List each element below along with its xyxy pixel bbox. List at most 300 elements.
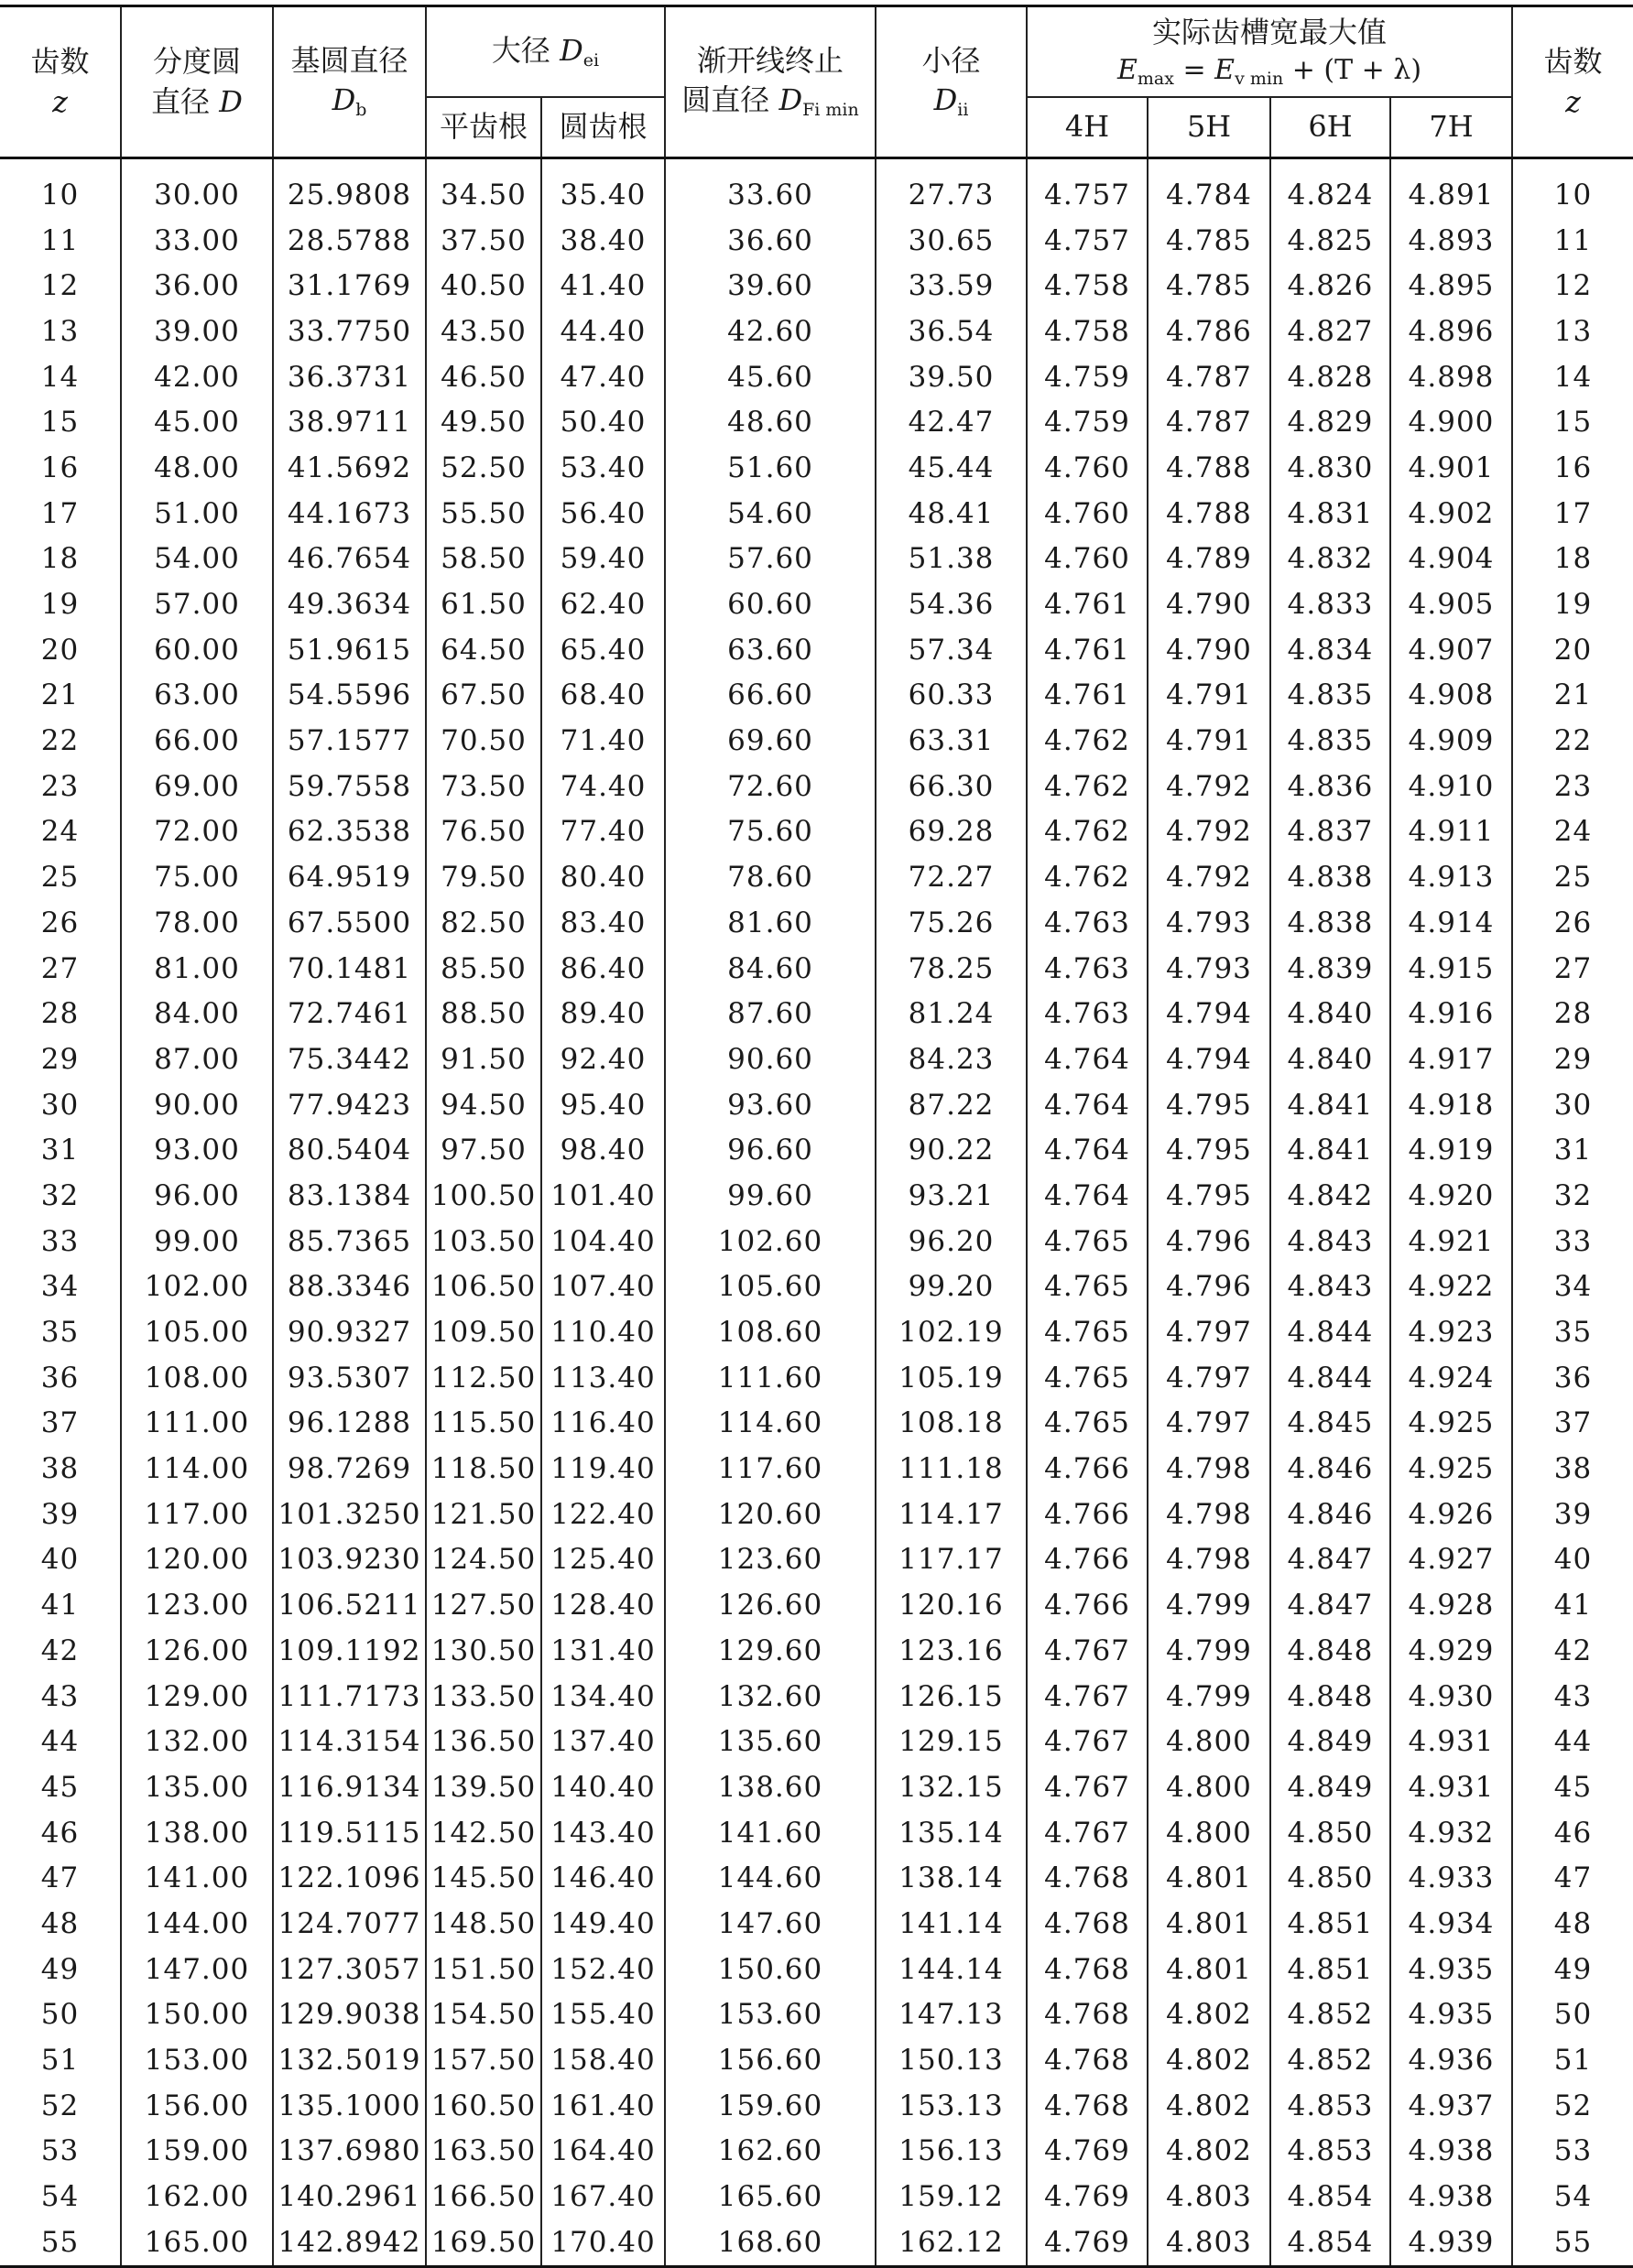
cell-pitch-diameter: 132.00 xyxy=(121,1719,273,1764)
cell-emax-7h: 4.930 xyxy=(1390,1674,1512,1720)
cell-minor-diameter: 60.33 xyxy=(876,673,1027,719)
cell-major-round: 95.40 xyxy=(541,1082,665,1128)
cell-pitch-diameter: 141.00 xyxy=(121,1855,273,1901)
cell-teeth: 39 xyxy=(40,1497,80,1531)
cell-pitch-diameter: 153.00 xyxy=(121,2037,273,2083)
table-row xyxy=(0,1264,1633,1310)
cell-teeth-right: 14 xyxy=(1512,354,1633,400)
cell-teeth: 27 xyxy=(40,951,80,985)
cell-base-diameter: 57.1577 xyxy=(273,718,426,764)
cell-teeth-right: 29 xyxy=(1512,1036,1633,1082)
cell-pitch-diameter: 105.00 xyxy=(121,1309,273,1355)
cell-major-round: 131.40 xyxy=(541,1628,665,1674)
cell-emax-5h: 4.797 xyxy=(1148,1401,1270,1447)
cell-involute-diameter: 144.60 xyxy=(665,1855,876,1901)
cell-emax-4h: 4.767 xyxy=(1027,1628,1148,1674)
cell-emax-7h: 4.914 xyxy=(1390,900,1512,946)
cell-major-round: 101.40 xyxy=(541,1173,665,1219)
cell-teeth-right: 38 xyxy=(1512,1446,1633,1492)
cell-major-flat: 136.50 xyxy=(426,1719,541,1764)
cell-involute-diameter: 129.60 xyxy=(665,1628,876,1674)
cell-emax-6h: 4.851 xyxy=(1270,1947,1390,1992)
cell-major-flat: 160.50 xyxy=(426,2083,541,2129)
cell-minor-diameter: 45.44 xyxy=(876,445,1027,491)
header-teeth-right: 齿数 z xyxy=(1512,6,1633,158)
cell-emax-6h: 4.830 xyxy=(1270,445,1390,491)
cell-emax-6h: 4.834 xyxy=(1270,627,1390,673)
cell-involute-diameter: 51.60 xyxy=(665,445,876,491)
cell-pitch-diameter: 99.00 xyxy=(121,1219,273,1264)
cell-emax-6h: 4.847 xyxy=(1270,1537,1390,1583)
cell-emax-7h: 4.926 xyxy=(1390,1492,1512,1537)
cell-minor-diameter: 153.13 xyxy=(876,2083,1027,2129)
cell-teeth-right: 13 xyxy=(1512,309,1633,354)
table-row xyxy=(0,809,1633,855)
cell-emax-5h: 4.798 xyxy=(1148,1492,1270,1537)
cell-major-flat: 112.50 xyxy=(426,1355,541,1401)
cell-emax-7h: 4.929 xyxy=(1390,1628,1512,1674)
cell-teeth: 29 xyxy=(40,1042,80,1076)
cell-major-round: 170.40 xyxy=(541,2219,665,2266)
cell-major-flat: 70.50 xyxy=(426,718,541,764)
cell-involute-diameter: 93.60 xyxy=(665,1082,876,1128)
cell-teeth-right: 12 xyxy=(1512,263,1633,309)
cell-minor-diameter: 111.18 xyxy=(876,1446,1027,1492)
header-major-diameter: 大径 $D_{ei}$ xyxy=(426,6,665,98)
cell-emax-5h: 4.797 xyxy=(1148,1355,1270,1401)
cell-minor-diameter: 72.27 xyxy=(876,854,1027,900)
cell-emax-4h: 4.758 xyxy=(1027,309,1148,354)
cell-major-round: 107.40 xyxy=(541,1264,665,1310)
cell-emax-7h: 4.931 xyxy=(1390,1764,1512,1810)
cell-major-round: 35.40 xyxy=(541,158,665,218)
cell-pitch-diameter: 72.00 xyxy=(121,809,273,855)
cell-pitch-diameter: 126.00 xyxy=(121,1628,273,1674)
cell-base-diameter: 98.7269 xyxy=(273,1446,426,1492)
cell-minor-diameter: 66.30 xyxy=(876,764,1027,809)
cell-emax-7h: 4.928 xyxy=(1390,1582,1512,1628)
cell-major-flat: 76.50 xyxy=(426,809,541,855)
cell-involute-diameter: 150.60 xyxy=(665,1947,876,1992)
cell-minor-diameter: 102.19 xyxy=(876,1309,1027,1355)
cell-involute-diameter: 153.60 xyxy=(665,1992,876,2038)
cell-emax-5h: 4.802 xyxy=(1148,1992,1270,2038)
cell-teeth-right: 48 xyxy=(1512,1901,1633,1947)
header-grade-4h: 4H xyxy=(1027,97,1148,158)
cell-pitch-diameter: 30.00 xyxy=(121,158,273,218)
cell-minor-diameter: 63.31 xyxy=(876,718,1027,764)
cell-teeth-right: 15 xyxy=(1512,399,1633,445)
cell-emax-5h: 4.803 xyxy=(1148,2219,1270,2266)
cell-pitch-diameter: 60.00 xyxy=(121,627,273,673)
cell-emax-5h: 4.795 xyxy=(1148,1082,1270,1128)
cell-minor-diameter: 105.19 xyxy=(876,1355,1027,1401)
cell-involute-diameter: 159.60 xyxy=(665,2083,876,2129)
cell-base-diameter: 77.9423 xyxy=(273,1082,426,1128)
cell-involute-diameter: 111.60 xyxy=(665,1355,876,1401)
header-pitch-diameter: 分度圆 直径 D xyxy=(121,6,273,158)
cell-minor-diameter: 36.54 xyxy=(876,309,1027,354)
cell-emax-5h: 4.802 xyxy=(1148,2083,1270,2129)
cell-major-round: 158.40 xyxy=(541,2037,665,2083)
cell-emax-5h: 4.799 xyxy=(1148,1674,1270,1720)
cell-emax-6h: 4.853 xyxy=(1270,2083,1390,2129)
cell-base-diameter: 122.1096 xyxy=(273,1855,426,1901)
cell-emax-4h: 4.764 xyxy=(1027,1036,1148,1082)
cell-base-diameter: 140.2961 xyxy=(273,2174,426,2219)
cell-major-round: 98.40 xyxy=(541,1127,665,1173)
cell-pitch-diameter: 63.00 xyxy=(121,673,273,719)
cell-teeth-right: 46 xyxy=(1512,1810,1633,1856)
cell-major-flat: 118.50 xyxy=(426,1446,541,1492)
cell-involute-diameter: 105.60 xyxy=(665,1264,876,1310)
table-row xyxy=(0,1309,1633,1355)
cell-emax-4h: 4.757 xyxy=(1027,218,1148,264)
cell-teeth: 40 xyxy=(40,1543,80,1577)
cell-emax-6h: 4.825 xyxy=(1270,218,1390,264)
cell-major-round: 167.40 xyxy=(541,2174,665,2219)
cell-pitch-diameter: 135.00 xyxy=(121,1764,273,1810)
cell-teeth-right: 18 xyxy=(1512,537,1633,582)
cell-emax-6h: 4.837 xyxy=(1270,809,1390,855)
table-row xyxy=(0,2083,1633,2129)
table-row xyxy=(0,1992,1633,2038)
cell-major-round: 110.40 xyxy=(541,1309,665,1355)
cell-emax-6h: 4.838 xyxy=(1270,900,1390,946)
cell-emax-5h: 4.787 xyxy=(1148,399,1270,445)
cell-emax-7h: 4.933 xyxy=(1390,1855,1512,1901)
table-row xyxy=(0,1219,1633,1264)
cell-teeth-right: 41 xyxy=(1512,1582,1633,1628)
cell-teeth: 41 xyxy=(40,1589,80,1622)
cell-base-diameter: 25.9808 xyxy=(273,158,426,218)
cell-emax-7h: 4.935 xyxy=(1390,1992,1512,2038)
table-row xyxy=(0,309,1633,354)
cell-teeth: 15 xyxy=(40,406,80,439)
cell-teeth: 21 xyxy=(40,678,80,712)
cell-teeth-right: 47 xyxy=(1512,1855,1633,1901)
cell-emax-5h: 4.785 xyxy=(1148,218,1270,264)
table-row xyxy=(0,991,1633,1036)
cell-base-diameter: 38.9711 xyxy=(273,399,426,445)
cell-emax-4h: 4.764 xyxy=(1027,1173,1148,1219)
cell-major-flat: 109.50 xyxy=(426,1309,541,1355)
cell-major-flat: 67.50 xyxy=(426,673,541,719)
cell-pitch-diameter: 54.00 xyxy=(121,537,273,582)
cell-emax-5h: 4.799 xyxy=(1148,1582,1270,1628)
cell-emax-5h: 4.788 xyxy=(1148,445,1270,491)
cell-emax-7h: 4.907 xyxy=(1390,627,1512,673)
cell-teeth-right: 51 xyxy=(1512,2037,1633,2083)
table-row xyxy=(0,1719,1633,1764)
cell-emax-5h: 4.792 xyxy=(1148,809,1270,855)
cell-pitch-diameter: 129.00 xyxy=(121,1674,273,1720)
cell-minor-diameter: 84.23 xyxy=(876,1036,1027,1082)
cell-emax-4h: 4.762 xyxy=(1027,718,1148,764)
cell-minor-diameter: 27.73 xyxy=(876,158,1027,218)
cell-emax-4h: 4.763 xyxy=(1027,900,1148,946)
cell-emax-6h: 4.850 xyxy=(1270,1810,1390,1856)
cell-emax-5h: 4.793 xyxy=(1148,946,1270,992)
table-row xyxy=(0,1537,1633,1583)
cell-teeth: 13 xyxy=(40,314,80,348)
cell-major-flat: 94.50 xyxy=(426,1082,541,1128)
cell-emax-7h: 4.916 xyxy=(1390,991,1512,1036)
cell-major-round: 140.40 xyxy=(541,1764,665,1810)
cell-base-diameter: 31.1769 xyxy=(273,263,426,309)
cell-emax-7h: 4.925 xyxy=(1390,1401,1512,1447)
table-row xyxy=(0,2174,1633,2219)
cell-emax-6h: 4.824 xyxy=(1270,158,1390,218)
cell-base-diameter: 51.9615 xyxy=(273,627,426,673)
cell-pitch-diameter: 138.00 xyxy=(121,1810,273,1856)
cell-emax-7h: 4.901 xyxy=(1390,445,1512,491)
cell-teeth-right: 11 xyxy=(1512,218,1633,264)
cell-emax-6h: 4.843 xyxy=(1270,1264,1390,1310)
cell-emax-5h: 4.790 xyxy=(1148,627,1270,673)
cell-base-diameter: 41.5692 xyxy=(273,445,426,491)
cell-pitch-diameter: 90.00 xyxy=(121,1082,273,1128)
cell-involute-diameter: 117.60 xyxy=(665,1446,876,1492)
cell-involute-diameter: 39.60 xyxy=(665,263,876,309)
cell-emax-4h: 4.768 xyxy=(1027,2037,1148,2083)
cell-emax-7h: 4.921 xyxy=(1390,1219,1512,1264)
cell-minor-diameter: 156.13 xyxy=(876,2129,1027,2175)
cell-emax-7h: 4.918 xyxy=(1390,1082,1512,1128)
cell-teeth: 32 xyxy=(40,1178,80,1212)
cell-major-round: 86.40 xyxy=(541,946,665,992)
cell-involute-diameter: 96.60 xyxy=(665,1127,876,1173)
cell-teeth-right: 44 xyxy=(1512,1719,1633,1764)
cell-emax-7h: 4.935 xyxy=(1390,1947,1512,1992)
table-row xyxy=(0,218,1633,264)
cell-teeth-right: 17 xyxy=(1512,491,1633,537)
cell-minor-diameter: 96.20 xyxy=(876,1219,1027,1264)
table-row xyxy=(0,1901,1633,1947)
cell-emax-5h: 4.800 xyxy=(1148,1810,1270,1856)
cell-teeth-right: 35 xyxy=(1512,1309,1633,1355)
cell-teeth: 54 xyxy=(40,2180,80,2214)
cell-base-diameter: 33.7750 xyxy=(273,309,426,354)
cell-major-round: 56.40 xyxy=(541,491,665,537)
cell-involute-diameter: 114.60 xyxy=(665,1401,876,1447)
cell-major-round: 104.40 xyxy=(541,1219,665,1264)
cell-minor-diameter: 90.22 xyxy=(876,1127,1027,1173)
cell-emax-5h: 4.792 xyxy=(1148,764,1270,809)
cell-emax-6h: 4.849 xyxy=(1270,1719,1390,1764)
cell-emax-4h: 4.759 xyxy=(1027,399,1148,445)
cell-emax-4h: 4.768 xyxy=(1027,1855,1148,1901)
cell-teeth: 52 xyxy=(40,2089,80,2122)
cell-emax-4h: 4.768 xyxy=(1027,1901,1148,1947)
cell-teeth: 14 xyxy=(40,360,80,394)
cell-teeth-right: 26 xyxy=(1512,900,1633,946)
cell-major-flat: 85.50 xyxy=(426,946,541,992)
cell-teeth-right: 40 xyxy=(1512,1537,1633,1583)
cell-emax-5h: 4.785 xyxy=(1148,263,1270,309)
cell-major-round: 122.40 xyxy=(541,1492,665,1537)
table-row xyxy=(0,1764,1633,1810)
cell-minor-diameter: 87.22 xyxy=(876,1082,1027,1128)
header-involute-diameter: 渐开线终止 圆直径 $D_{Fi min}$ xyxy=(665,6,876,158)
cell-pitch-diameter: 102.00 xyxy=(121,1264,273,1310)
cell-minor-diameter: 51.38 xyxy=(876,537,1027,582)
cell-teeth-right: 21 xyxy=(1512,673,1633,719)
cell-pitch-diameter: 123.00 xyxy=(121,1582,273,1628)
cell-minor-diameter: 159.12 xyxy=(876,2174,1027,2219)
cell-emax-6h: 4.828 xyxy=(1270,354,1390,400)
cell-teeth: 50 xyxy=(40,1998,80,2032)
cell-involute-diameter: 72.60 xyxy=(665,764,876,809)
cell-major-flat: 145.50 xyxy=(426,1855,541,1901)
cell-pitch-diameter: 117.00 xyxy=(121,1492,273,1537)
cell-teeth: 16 xyxy=(40,450,80,484)
cell-teeth-right: 19 xyxy=(1512,581,1633,627)
header-flat-root: 平齿根 xyxy=(426,97,541,158)
cell-involute-diameter: 57.60 xyxy=(665,537,876,582)
cell-major-flat: 40.50 xyxy=(426,263,541,309)
cell-involute-diameter: 63.60 xyxy=(665,627,876,673)
cell-minor-diameter: 99.20 xyxy=(876,1264,1027,1310)
cell-teeth-right: 25 xyxy=(1512,854,1633,900)
cell-emax-6h: 4.827 xyxy=(1270,309,1390,354)
cell-major-flat: 130.50 xyxy=(426,1628,541,1674)
cell-emax-4h: 4.769 xyxy=(1027,2129,1148,2175)
cell-major-round: 146.40 xyxy=(541,1855,665,1901)
cell-emax-7h: 4.915 xyxy=(1390,946,1512,992)
cell-major-round: 50.40 xyxy=(541,399,665,445)
cell-minor-diameter: 162.12 xyxy=(876,2219,1027,2266)
cell-major-flat: 157.50 xyxy=(426,2037,541,2083)
cell-pitch-diameter: 111.00 xyxy=(121,1401,273,1447)
table-row xyxy=(0,718,1633,764)
cell-teeth-right: 10 xyxy=(1512,158,1633,218)
cell-emax-7h: 4.920 xyxy=(1390,1173,1512,1219)
cell-emax-5h: 4.793 xyxy=(1148,900,1270,946)
cell-emax-7h: 4.937 xyxy=(1390,2083,1512,2129)
cell-minor-diameter: 42.47 xyxy=(876,399,1027,445)
table-row xyxy=(0,1947,1633,1992)
cell-emax-6h: 4.845 xyxy=(1270,1401,1390,1447)
cell-emax-7h: 4.900 xyxy=(1390,399,1512,445)
cell-base-diameter: 119.5115 xyxy=(273,1810,426,1856)
cell-major-flat: 166.50 xyxy=(426,2174,541,2219)
cell-major-flat: 106.50 xyxy=(426,1264,541,1310)
cell-emax-7h: 4.910 xyxy=(1390,764,1512,809)
cell-emax-5h: 4.797 xyxy=(1148,1309,1270,1355)
cell-major-round: 47.40 xyxy=(541,354,665,400)
cell-emax-5h: 4.791 xyxy=(1148,673,1270,719)
cell-emax-4h: 4.759 xyxy=(1027,354,1148,400)
cell-base-diameter: 132.5019 xyxy=(273,2037,426,2083)
cell-base-diameter: 88.3346 xyxy=(273,1264,426,1310)
cell-pitch-diameter: 147.00 xyxy=(121,1947,273,1992)
cell-emax-6h: 4.853 xyxy=(1270,2129,1390,2175)
table-row xyxy=(0,946,1633,992)
cell-base-diameter: 96.1288 xyxy=(273,1401,426,1447)
cell-base-diameter: 54.5596 xyxy=(273,673,426,719)
header-grade-7h: 7H xyxy=(1390,97,1512,158)
cell-base-diameter: 111.7173 xyxy=(273,1674,426,1720)
cell-emax-5h: 4.788 xyxy=(1148,491,1270,537)
cell-emax-7h: 4.924 xyxy=(1390,1355,1512,1401)
cell-teeth-right: 45 xyxy=(1512,1764,1633,1810)
cell-teeth: 10 xyxy=(40,178,80,212)
cell-major-flat: 148.50 xyxy=(426,1901,541,1947)
cell-teeth-right: 50 xyxy=(1512,1992,1633,2038)
cell-teeth: 38 xyxy=(40,1452,80,1486)
cell-pitch-diameter: 156.00 xyxy=(121,2083,273,2129)
cell-emax-4h: 4.765 xyxy=(1027,1355,1148,1401)
cell-major-flat: 49.50 xyxy=(426,399,541,445)
cell-involute-diameter: 135.60 xyxy=(665,1719,876,1764)
cell-major-round: 71.40 xyxy=(541,718,665,764)
cell-emax-7h: 4.891 xyxy=(1390,158,1512,218)
cell-emax-4h: 4.761 xyxy=(1027,627,1148,673)
cell-pitch-diameter: 66.00 xyxy=(121,718,273,764)
cell-emax-4h: 4.762 xyxy=(1027,764,1148,809)
cell-emax-7h: 4.923 xyxy=(1390,1309,1512,1355)
cell-emax-6h: 4.848 xyxy=(1270,1674,1390,1720)
cell-teeth-right: 28 xyxy=(1512,991,1633,1036)
cell-emax-7h: 4.917 xyxy=(1390,1036,1512,1082)
cell-teeth-right: 39 xyxy=(1512,1492,1633,1537)
cell-involute-diameter: 120.60 xyxy=(665,1492,876,1537)
cell-emax-7h: 4.896 xyxy=(1390,309,1512,354)
cell-emax-4h: 4.766 xyxy=(1027,1446,1148,1492)
cell-emax-7h: 4.893 xyxy=(1390,218,1512,264)
table-row xyxy=(0,2219,1633,2266)
cell-major-round: 161.40 xyxy=(541,2083,665,2129)
cell-teeth: 42 xyxy=(40,1633,80,1667)
cell-pitch-diameter: 114.00 xyxy=(121,1446,273,1492)
cell-major-flat: 37.50 xyxy=(426,218,541,264)
cell-base-diameter: 59.7558 xyxy=(273,764,426,809)
table-row xyxy=(0,900,1633,946)
cell-involute-diameter: 90.60 xyxy=(665,1036,876,1082)
cell-emax-6h: 4.838 xyxy=(1270,854,1390,900)
cell-major-round: 164.40 xyxy=(541,2129,665,2175)
cell-teeth: 24 xyxy=(40,815,80,849)
cell-emax-6h: 4.841 xyxy=(1270,1082,1390,1128)
cell-minor-diameter: 117.17 xyxy=(876,1537,1027,1583)
cell-base-diameter: 106.5211 xyxy=(273,1582,426,1628)
cell-emax-6h: 4.848 xyxy=(1270,1628,1390,1674)
cell-teeth-right: 54 xyxy=(1512,2174,1633,2219)
cell-emax-7h: 4.939 xyxy=(1390,2219,1512,2266)
cell-emax-5h: 4.790 xyxy=(1148,581,1270,627)
cell-emax-6h: 4.833 xyxy=(1270,581,1390,627)
cell-involute-diameter: 162.60 xyxy=(665,2129,876,2175)
cell-teeth-right: 22 xyxy=(1512,718,1633,764)
cell-emax-4h: 4.761 xyxy=(1027,581,1148,627)
cell-involute-diameter: 45.60 xyxy=(665,354,876,400)
cell-major-flat: 64.50 xyxy=(426,627,541,673)
cell-base-diameter: 129.9038 xyxy=(273,1992,426,2038)
cell-minor-diameter: 54.36 xyxy=(876,581,1027,627)
table-row xyxy=(0,445,1633,491)
cell-pitch-diameter: 84.00 xyxy=(121,991,273,1036)
table-row xyxy=(0,537,1633,582)
cell-major-flat: 124.50 xyxy=(426,1537,541,1583)
table-row xyxy=(0,1674,1633,1720)
cell-teeth: 34 xyxy=(40,1270,80,1304)
header-emax: 实际齿槽宽最大值 $E_{max} = E_{v min} + (T + \lambda)$ xyxy=(1027,6,1512,98)
cell-minor-diameter: 57.34 xyxy=(876,627,1027,673)
cell-emax-4h: 4.768 xyxy=(1027,1992,1148,2038)
table-header xyxy=(0,6,1633,158)
cell-involute-diameter: 69.60 xyxy=(665,718,876,764)
